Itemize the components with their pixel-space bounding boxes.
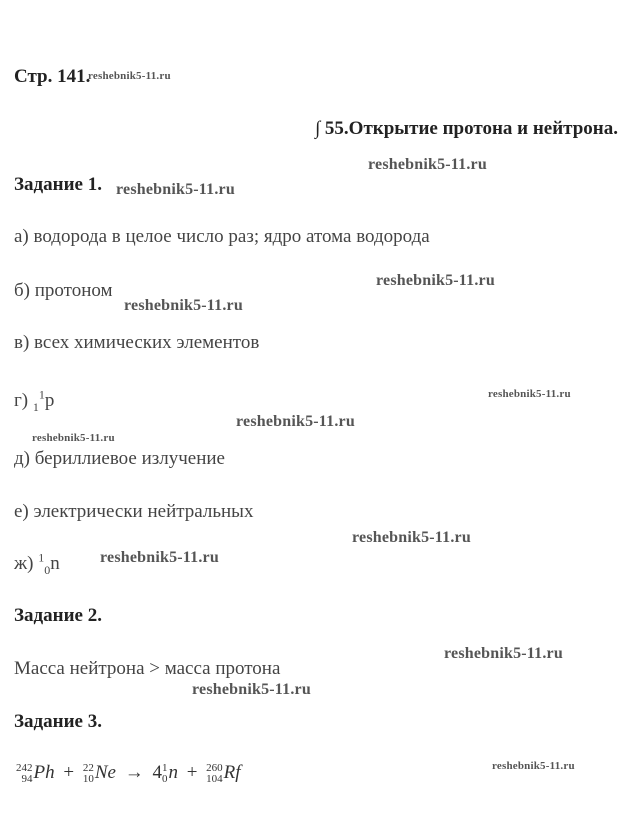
neutron-symbol: n	[50, 553, 60, 574]
task1-answer-c: в) всех химических элементов	[14, 332, 260, 353]
isotope-4: 260 104 Rf	[206, 761, 241, 785]
proton-symbol: p	[44, 390, 55, 411]
plus-sign: +	[186, 762, 198, 783]
watermark: reshebnik5-11.ru	[492, 760, 575, 772]
task2-heading: Задание 2.	[14, 605, 102, 626]
neutron-charge-number: 0	[44, 562, 51, 577]
answer-d-prefix: г)	[14, 390, 33, 411]
watermark: reshebnik5-11.ru	[124, 297, 243, 314]
watermark: reshebnik5-11.ru	[376, 272, 495, 289]
watermark: reshebnik5-11.ru	[100, 549, 219, 566]
task1-answer-f: е) электрически нейтральных	[14, 501, 254, 522]
task3-heading: Задание 3.	[14, 711, 102, 732]
task1-answer-g	[14, 550, 60, 577]
watermark: reshebnik5-11.ru	[88, 70, 171, 82]
watermark: reshebnik5-11.ru	[116, 181, 235, 198]
plus-sign: +	[63, 762, 75, 783]
section-title: ∫ 55.Открытие протона и нейтрона.	[314, 118, 618, 139]
task1-answer-a: а) водорода в целое число раз; ядро атома водорода	[14, 226, 430, 247]
task1-answer-e: д) бериллиевое излучение	[14, 448, 225, 469]
watermark: reshebnik5-11.ru	[192, 681, 311, 698]
answer-g-prefix: ж)	[14, 553, 39, 574]
watermark: reshebnik5-11.ru	[368, 156, 487, 173]
nuclear-reaction-formula	[16, 762, 241, 785]
task1-heading: Задание 1.	[14, 174, 102, 195]
isotope-1: 242 94 Ph	[16, 761, 55, 785]
proton-charge-number: 1	[32, 399, 39, 414]
watermark: reshebnik5-11.ru	[444, 645, 563, 662]
page-number: Стр. 141.	[14, 66, 91, 87]
task1-answer-d	[14, 387, 55, 414]
watermark: reshebnik5-11.ru	[32, 432, 115, 444]
watermark: reshebnik5-11.ru	[488, 388, 571, 400]
isotope-2: 22 10 Ne	[82, 761, 116, 785]
neutron-mass-number: 1	[38, 550, 45, 565]
task2-answer: Масса нейтрона > масса протона	[14, 658, 281, 679]
isotope-3: 4 1 0 n	[152, 761, 178, 785]
proton-mass-number: 1	[38, 387, 45, 402]
reaction-arrow: →	[124, 762, 144, 783]
watermark: reshebnik5-11.ru	[236, 413, 355, 430]
task1-answer-b: б) протоном	[14, 280, 113, 301]
watermark: reshebnik5-11.ru	[352, 529, 471, 546]
